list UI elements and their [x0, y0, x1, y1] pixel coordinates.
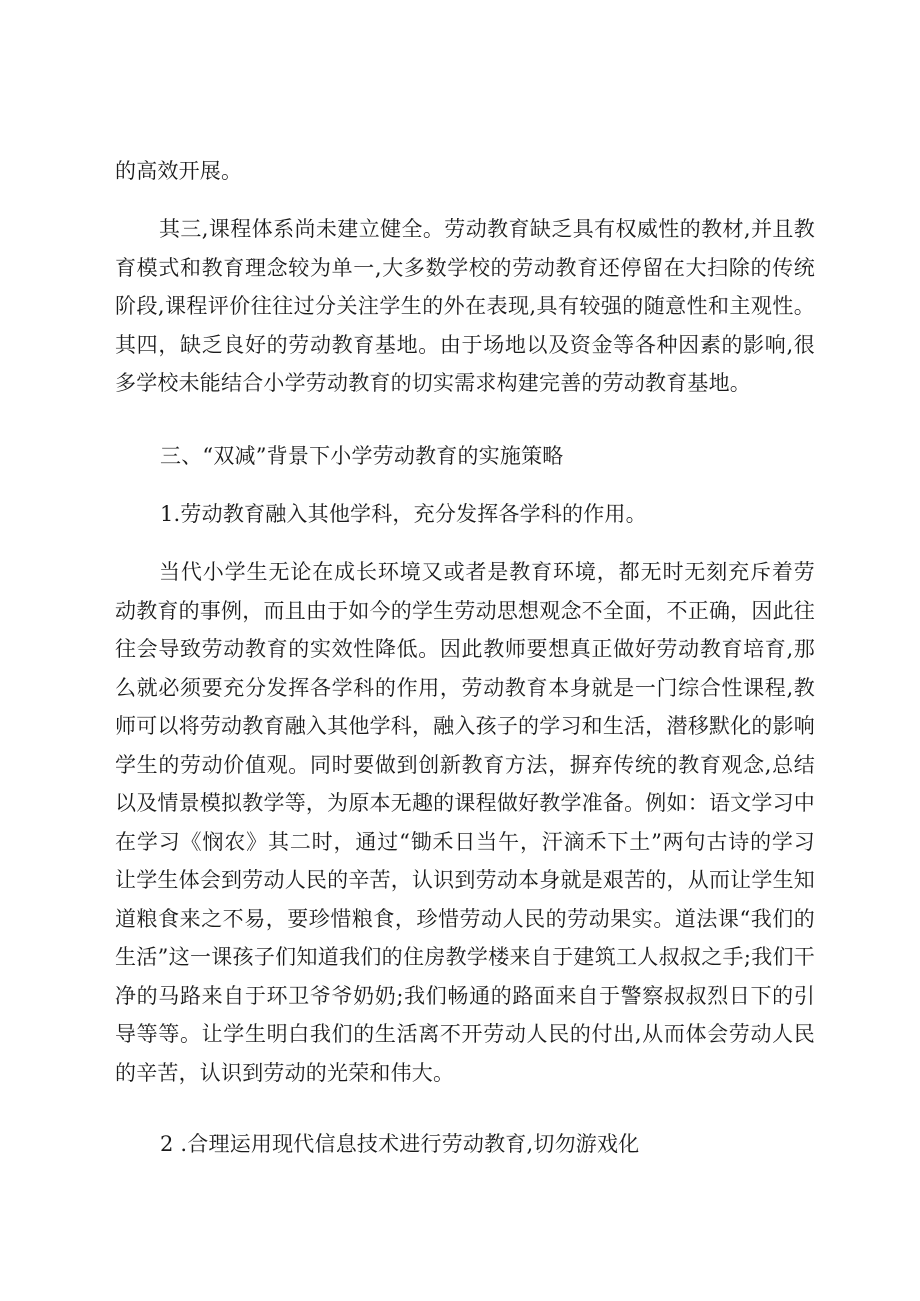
section-heading-strategies: 三、“双减”背景下小学劳动教育的实施策略	[160, 444, 564, 468]
paragraph-continuation: 的高效开展。	[115, 159, 243, 183]
subheading-item-1: 1.劳动教育融入其他学科，充分发挥各学科的作用。	[160, 502, 647, 526]
subheading-item-2: 2 .合理运用现代信息技术进行劳动教育,切勿游戏化	[160, 1132, 640, 1156]
paragraph-course-system: 其三,课程体系尚未建立健全。劳动教育缺乏具有权威性的教材,并且教育模式和教育理念较为单一,大多数学校的劳动教育还停留在大扫除的传统阶段,课程评价往往过分关注学生的外在表现,具有较强的随意性和主观性。其四，缺乏良好的劳动教育基地。由于场地以及资金等各种因素的影响,很多学校未能结合小学劳动教育的切实需求构建完善的劳动教育基地。	[115, 217, 815, 395]
paragraph-integration: 当代小学生无论在成长环境又或者是教育环境，都无时无刻充斥着劳动教育的事例，而且由于如今的学生劳动思想观念不全面，不正确，因此往往会导致劳动教育的实效性降低。因此教师要想真正做好劳动教育培育,那么就必须要充分发挥各学科的作用，劳动教育本身就是一门综合性课程,教师可以将劳动教育融入其他学科，融入孩子的学习和生活，潜移默化的影响学生的劳动价值观。同时要做到创新教育方法，摒弃传统的教育观念,总结以及情景模拟教学等，为原本无趣的课程做好教学准备。例如：语文学习中在学习《悯农》其二时，通过“锄禾日当午，汗滴禾下土”两句古诗的学习让学生体会到劳动人民的辛苦，认识到劳动本身就是艰苦的，从而让学生知道粮食来之不易，要珍惜粮食，珍惜劳动人民的劳动果实。道法课“我们的生活”这一课孩子们知道我们的住房教学楼来自于建筑工人叔叔之手;我们干净的马路来自于环卫爷爷奶奶;我们畅通的路面来自于警察叔叔烈日下的引导等等。让学生明白我们的生活离不开劳动人民的付出,从而体会劳动人民的辛苦，认识到劳动的光荣和伟大。	[115, 560, 815, 1085]
